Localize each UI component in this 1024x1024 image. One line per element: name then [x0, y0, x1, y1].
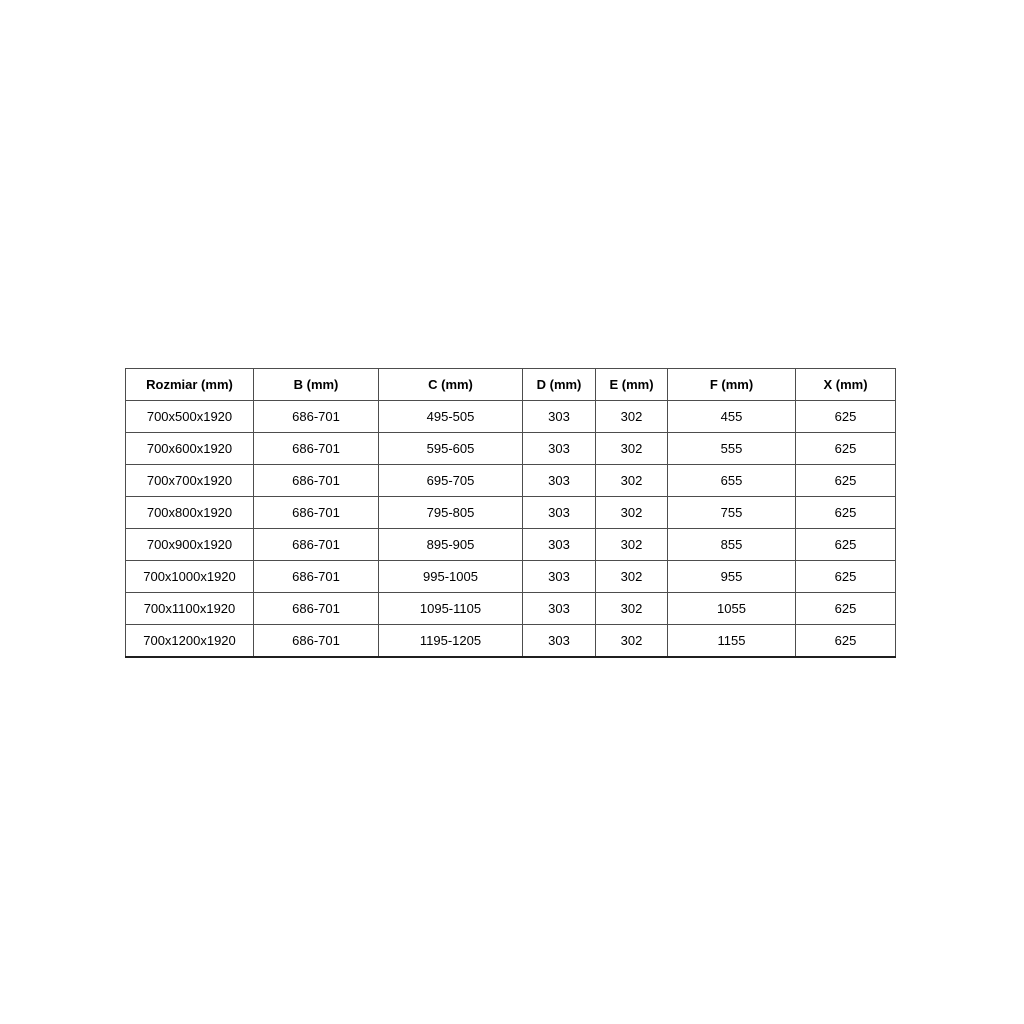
table-cell: 895-905 [379, 529, 523, 561]
table-row [126, 593, 896, 625]
column-header: X (mm) [796, 369, 896, 401]
table-row [126, 561, 896, 593]
table-cell: 686-701 [254, 433, 379, 465]
table-cell: 686-701 [254, 625, 379, 658]
table-cell: 700x1100x1920 [126, 593, 254, 625]
column-header: B (mm) [254, 369, 379, 401]
table-cell: 700x700x1920 [126, 465, 254, 497]
table-cell: 625 [796, 625, 896, 658]
table-cell: 625 [796, 561, 896, 593]
table-cell: 303 [523, 497, 596, 529]
table-cell: 686-701 [254, 401, 379, 433]
table-cell: 1195-1205 [379, 625, 523, 658]
table-cell: 625 [796, 433, 896, 465]
table-row [126, 529, 896, 561]
table-cell: 302 [596, 433, 668, 465]
table-cell: 700x500x1920 [126, 401, 254, 433]
table-cell: 302 [596, 561, 668, 593]
table-cell: 700x600x1920 [126, 433, 254, 465]
table-cell: 686-701 [254, 497, 379, 529]
dimensions-table [125, 368, 896, 658]
table-cell: 303 [523, 593, 596, 625]
table-cell: 495-505 [379, 401, 523, 433]
table-cell: 795-805 [379, 497, 523, 529]
table-cell: 1095-1105 [379, 593, 523, 625]
table-cell: 303 [523, 625, 596, 658]
dimensions-table-container [125, 368, 895, 658]
table-cell: 686-701 [254, 593, 379, 625]
table-cell: 625 [796, 593, 896, 625]
table-cell: 302 [596, 529, 668, 561]
table-cell: 625 [796, 401, 896, 433]
table-cell: 555 [668, 433, 796, 465]
table-cell: 303 [523, 465, 596, 497]
table-cell: 302 [596, 593, 668, 625]
table-row [126, 465, 896, 497]
table-cell: 695-705 [379, 465, 523, 497]
table-cell: 302 [596, 465, 668, 497]
table-cell: 700x900x1920 [126, 529, 254, 561]
table-cell: 700x1000x1920 [126, 561, 254, 593]
table-cell: 302 [596, 625, 668, 658]
table-row [126, 401, 896, 433]
table-cell: 655 [668, 465, 796, 497]
table-cell: 595-605 [379, 433, 523, 465]
table-cell: 302 [596, 401, 668, 433]
table-cell: 303 [523, 401, 596, 433]
table-cell: 1155 [668, 625, 796, 658]
table-cell: 700x800x1920 [126, 497, 254, 529]
column-header: D (mm) [523, 369, 596, 401]
table-row [126, 625, 896, 658]
table-cell: 625 [796, 465, 896, 497]
table-cell: 303 [523, 433, 596, 465]
table-cell: 755 [668, 497, 796, 529]
column-header: Rozmiar (mm) [126, 369, 254, 401]
table-cell: 686-701 [254, 465, 379, 497]
table-cell: 455 [668, 401, 796, 433]
table-cell: 303 [523, 529, 596, 561]
column-header: F (mm) [668, 369, 796, 401]
table-cell: 855 [668, 529, 796, 561]
table-cell: 686-701 [254, 561, 379, 593]
table-row [126, 433, 896, 465]
table-cell: 1055 [668, 593, 796, 625]
column-header: C (mm) [379, 369, 523, 401]
table-row [126, 497, 896, 529]
table-header-row [126, 369, 896, 401]
column-header: E (mm) [596, 369, 668, 401]
table-cell: 625 [796, 529, 896, 561]
table-cell: 625 [796, 497, 896, 529]
table-cell: 955 [668, 561, 796, 593]
table-cell: 700x1200x1920 [126, 625, 254, 658]
table-cell: 995-1005 [379, 561, 523, 593]
table-cell: 686-701 [254, 529, 379, 561]
table-body [126, 401, 896, 658]
table-cell: 303 [523, 561, 596, 593]
table-cell: 302 [596, 497, 668, 529]
